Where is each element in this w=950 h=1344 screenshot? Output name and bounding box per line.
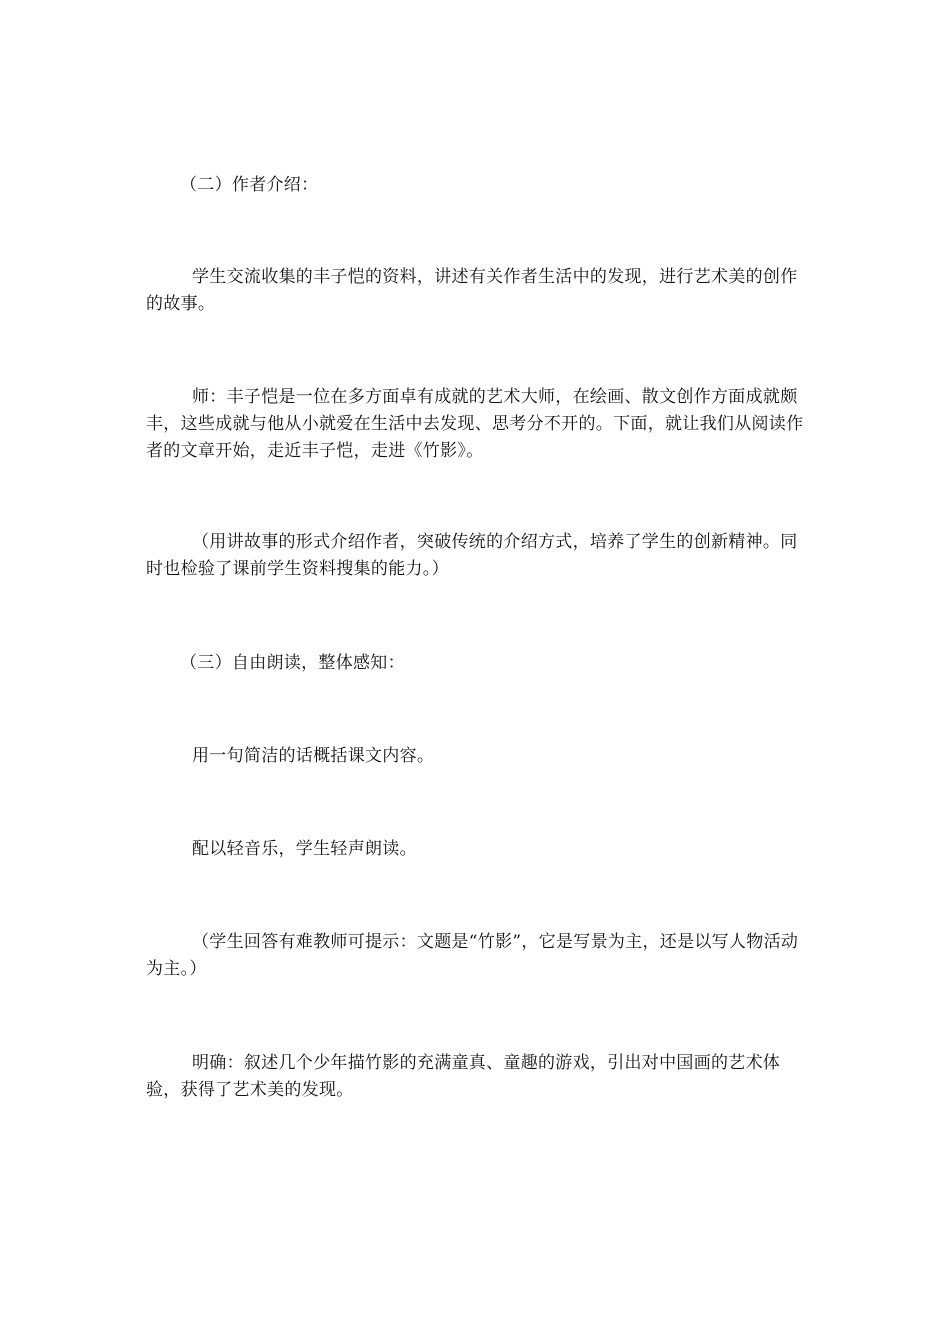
paragraph-summarize-task: 用一句简洁的话概括课文内容。 [192,746,435,766]
paragraph-student-exchange: 学生交流收集的丰子恺的资料，讲述有关作者生活中的发现，进行艺术美的创作的故事。 [146,267,798,314]
paragraph-teacher-intro: 师：丰子恺是一位在多方面卓有成就的艺术大师，在绘画、散文创作方面成就颇丰，这些成就与他从小就爱在生活中去发现、思考分不开的。下面，就让我们从阅读作者的文章开始，走近丰子恺，走进《竹影》。 [146,387,804,461]
paragraph-storytelling-note: （用讲故事的形式介绍作者，突破传统的介绍方式，培养了学生的创新精神。同时也检验了课前学生资料搜集的能力。） [146,532,798,579]
paragraph-clarification: 明确：叙述几个少年描竹影的充满童真、童趣的游戏，引出对中国画的艺术体验，获得了艺术美的发现。 [146,1053,781,1100]
paragraph-music-reading: 配以轻音乐，学生轻声朗读。 [192,839,417,859]
section-heading-free-reading: （三）自由朗读，整体感知： [180,653,405,673]
section-heading-author-intro: （二）作者介绍： [180,175,319,195]
paragraph-teacher-hint: （学生回答有难教师可提示：文题是“竹影”，它是写景为主，还是以写人物活动为主。） [146,932,799,979]
